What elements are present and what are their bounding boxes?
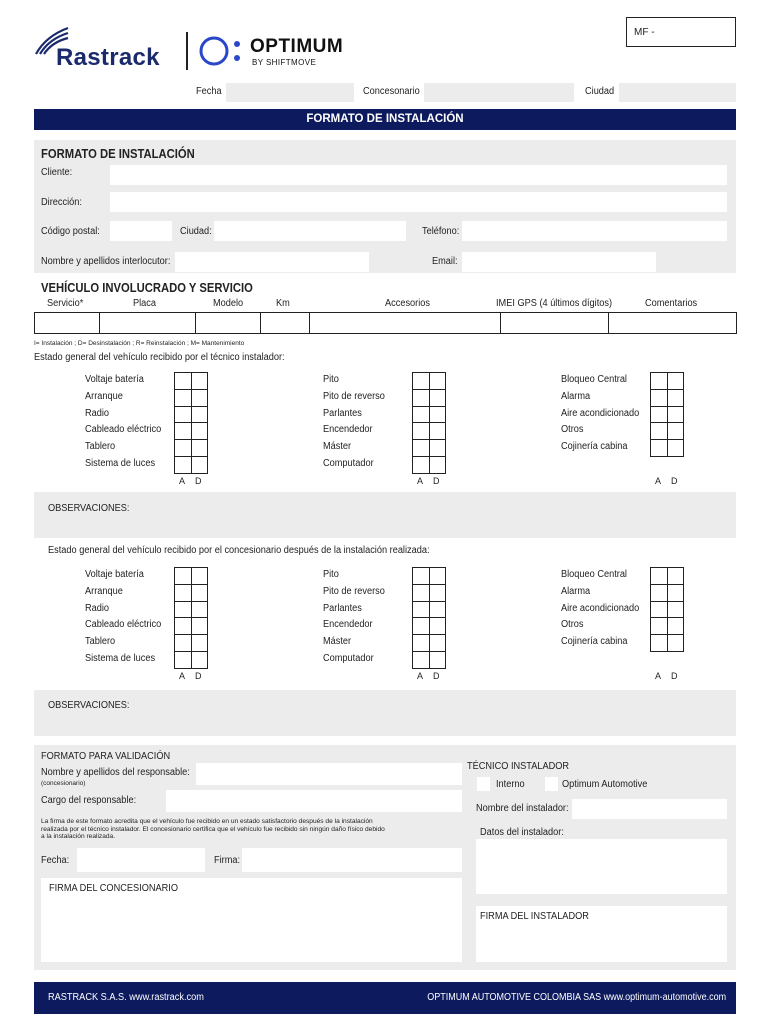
client-ciudad-field[interactable] [214,221,406,241]
checklist-box-d[interactable] [191,372,209,390]
column-d-label: D [433,670,440,681]
checklist-item-label: Sistema de luces [85,458,156,469]
checklist-item-label: Pito de reverso [323,585,385,597]
checklist-item-label: Otros [561,619,584,631]
cell-accesorios[interactable] [310,313,501,333]
instalador-datos-label: Datos del instalador: [480,827,564,838]
form-code-box[interactable] [626,17,736,47]
checklist-box-a[interactable] [650,567,668,585]
checklist-box-a[interactable] [650,634,668,652]
checklist-item-label: Otros [561,424,584,436]
footer-bar [34,982,736,1014]
observaciones2-label: OBSERVACIONES: [48,700,130,711]
cell-modelo[interactable] [196,313,261,333]
optimum-label: Optimum Automotive [562,779,648,790]
checklist-item-label: Parlantes [323,602,362,614]
logo-divider [186,32,188,70]
title-banner-text: FORMATO DE INSTALACIÓN [306,113,464,125]
checklist-box-d[interactable] [429,617,447,635]
checklist-box-a[interactable] [412,389,430,407]
checklist-item-label: Arranque [85,585,123,597]
checklist-box-a[interactable] [650,601,668,619]
observaciones1-label: OBSERVACIONES: [48,503,130,514]
checklist-item-label: Aire acondicionado [561,407,640,419]
cliente-label: Cliente: [41,167,73,178]
checklist-box-d[interactable] [191,422,209,440]
checklist-item-label: Radio [85,602,110,614]
optimum-logo [198,34,368,74]
col-km: Km [276,298,290,309]
column-d-label: D [195,670,202,681]
checklist-box-a[interactable] [174,422,192,440]
checklist-item-label: Voltaje batería [85,569,144,580]
checklist-box-a[interactable] [174,567,192,585]
column-d-label: D [433,475,440,486]
checklist-box-d[interactable] [191,439,209,457]
form-code-label: MF - [634,27,655,38]
header-fecha-label: Fecha [196,86,222,97]
checklist-box-d[interactable] [667,601,685,619]
checklist-box-a[interactable] [174,617,192,635]
vehicle-section-title: VEHÍCULO INVOLUCRADO Y SERVICIO [41,281,253,295]
checklist-box-d[interactable] [667,634,685,652]
email-field[interactable] [462,252,656,272]
column-a-label: A [179,475,186,486]
checklist-box-d[interactable] [191,389,209,407]
checklist-box-a[interactable] [174,651,192,669]
checklist-box-d[interactable] [191,617,209,635]
checklist-box-a[interactable] [412,601,430,619]
interno-label: Interno [496,779,525,790]
col-imei: IMEI GPS (4 últimos dígitos) [496,298,613,309]
checklist-item-label: Sistema de luces [85,653,156,664]
checklist-box-a[interactable] [412,634,430,652]
checklist-item-label: Parlantes [323,407,362,419]
inspection1-title: Estado general del vehículo recibido por el técnico instalador: [34,352,285,363]
client-section-title: FORMATO DE INSTALACIÓN [41,147,195,161]
checklist-box-d[interactable] [429,406,447,424]
footer-left-text: RASTRACK S.A.S. www.rastrack.com [48,992,204,1003]
checklist-box-a[interactable] [650,406,668,424]
instalador-nombre-field[interactable] [572,799,727,819]
observaciones1-box[interactable] [34,492,736,538]
checklist-box-d[interactable] [667,389,685,407]
checklist-box-a[interactable] [650,372,668,390]
checklist-item-label: Máster [323,636,352,648]
column-a-label: A [417,670,424,681]
column-d-label: D [671,475,678,486]
firma-instalador-label: FIRMA DEL INSTALADOR [480,911,589,922]
cell-imei[interactable] [501,313,609,333]
interlocutor-label: Nombre y apellidos interlocutor: [41,256,171,267]
checklist-box-a[interactable] [650,617,668,635]
column-a-label: A [179,670,186,681]
header-concesionario-label: Concesonario [363,86,420,97]
checklist-box-a[interactable] [650,584,668,602]
service-footnote: I= Instalación ; D= Desinstalación ; R= Reinstalación ; M= Mantenimiento [34,340,245,347]
checklist-item-label: Pito [323,374,339,385]
checklist-box-a[interactable] [412,439,430,457]
header-fecha-field[interactable] [226,83,354,102]
checklist-box-a[interactable] [174,634,192,652]
vehicle-table-row [34,312,737,334]
checklist-box-d[interactable] [667,372,685,390]
column-a-label: A [417,475,424,486]
checklist-box-a[interactable] [174,406,192,424]
column-a-label: A [655,670,662,681]
checklist-item-label: Máster [323,441,352,453]
col-accesorios: Accesorios [385,298,430,309]
checklist-box-a[interactable] [650,422,668,440]
validation-firma-field[interactable] [242,848,462,872]
inspection2-title: Estado general del vehículo recibido por el concesionario después de la instalación realizada: [48,545,430,556]
cargo-label: Cargo del responsable: [41,795,137,806]
telefono-field[interactable] [462,221,727,241]
checklist-box-d[interactable] [429,372,447,390]
checklist-box-a[interactable] [412,456,430,474]
optimum-mark-icon [198,34,244,68]
cell-comentarios[interactable] [609,313,736,333]
checklist-item-label: Voltaje batería [85,374,144,385]
firma-concesionario-label: FIRMA DEL CONCESIONARIO [49,883,179,894]
checklist-item-label: Pito de reverso [323,390,385,402]
column-d-label: D [195,475,202,486]
instalador-datos-field[interactable] [476,839,727,894]
title-banner [34,109,736,130]
instalador-nombre-label: Nombre del instalador: [476,803,569,814]
checklist-box-d[interactable] [191,406,209,424]
checklist-box-d[interactable] [429,389,447,407]
col-servicio: Servicio* [47,298,84,309]
checklist-box-d[interactable] [667,617,685,635]
checklist-box-a[interactable] [650,389,668,407]
checklist-box-d[interactable] [667,567,685,585]
checklist-box-d[interactable] [429,439,447,457]
footer-right-text: OPTIMUM AUTOMOTIVE COLOMBIA SAS www.optimum-automotive.com [427,992,726,1003]
checklist-box-a[interactable] [412,567,430,585]
codigo-postal-field[interactable] [110,221,172,241]
checklist-item-label: Cableado eléctrico [85,619,162,631]
checklist-item-label: Tablero [85,441,116,453]
checklist-box-a[interactable] [412,584,430,602]
observaciones2-box[interactable] [34,690,736,736]
checklist-box-d[interactable] [667,439,685,457]
cell-km[interactable] [261,313,310,333]
checklist-item-label: Cojinería cabina [561,441,628,453]
interno-checkbox[interactable] [477,777,490,791]
checklist-item-label: Bloqueo Central [561,374,627,385]
responsable-label: Nombre y apellidos del responsable: [41,767,190,778]
checklist-box-d[interactable] [429,634,447,652]
checklist-item-label: Computador [323,458,374,469]
checklist-box-d[interactable] [191,567,209,585]
checklist-item-label: Alarma [561,390,591,402]
cliente-field[interactable] [110,165,727,185]
installer-title: TÉCNICO INSTALADOR [467,761,570,772]
checklist-box-d[interactable] [667,584,685,602]
checklist-box-d[interactable] [429,601,447,619]
checklist-box-d[interactable] [191,634,209,652]
col-modelo: Modelo [213,298,244,309]
checklist-box-a[interactable] [412,406,430,424]
rastrack-wordmark: Rastrack [56,44,160,71]
checklist-item-label: Cableado eléctrico [85,424,162,436]
codigo-postal-label: Código postal: [41,226,100,237]
interlocutor-field[interactable] [175,252,369,272]
checklist-box-a[interactable] [174,584,192,602]
checklist-box-d[interactable] [429,584,447,602]
checklist-box-d[interactable] [667,422,685,440]
optimum-subtitle: BY SHIFTMOVE [252,58,317,67]
checklist-box-d[interactable] [429,456,447,474]
responsable-field[interactable] [196,763,462,785]
checklist-box-d[interactable] [667,406,685,424]
responsable-sub: (concesionario) [41,780,86,787]
email-label: Email: [432,256,458,267]
checklist-box-a[interactable] [174,389,192,407]
col-comentarios: Comentarios [645,298,698,309]
direccion-field[interactable] [110,192,727,212]
validation-fecha-field[interactable] [77,848,205,872]
validation-firma-label: Firma: [214,855,241,866]
cell-placa[interactable] [100,313,196,333]
checklist-item-label: Encendedor [323,619,373,631]
checklist-box-a[interactable] [412,651,430,669]
header-concesionario-field[interactable] [424,83,574,102]
column-a-label: A [655,475,662,486]
checklist-box-a[interactable] [412,422,430,440]
checklist-box-d[interactable] [191,651,209,669]
checklist-item-label: Alarma [561,585,591,597]
col-placa: Placa [133,298,157,309]
checklist-item-label: Aire acondicionado [561,602,640,614]
checklist-item-label: Pito [323,569,339,580]
checklist-box-d[interactable] [191,456,209,474]
checklist-box-d[interactable] [191,601,209,619]
telefono-label: Teléfono: [422,226,460,237]
validation-disclaimer: La firma de este formato acredita que el vehículo fue recibido en un estado satisfactorio después de la instalación realizada por el técnico instalador. El concesionario certifica que el vehículo fue recibido sin ningún daño físico debido a la instalación realizada. [41,818,385,841]
optimum-checkbox[interactable] [545,777,558,791]
checklist-item-label: Arranque [85,390,123,402]
rastrack-logo [34,26,174,74]
checklist-item-label: Radio [85,407,110,419]
checklist-item-label: Bloqueo Central [561,569,627,580]
checklist-box-a[interactable] [174,456,192,474]
checklist-box-a[interactable] [174,372,192,390]
header-ciudad-label: Ciudad [585,86,615,97]
checklist-box-d[interactable] [429,422,447,440]
checklist-item-label: Computador [323,653,374,664]
checklist-box-a[interactable] [174,601,192,619]
direccion-label: Dirección: [41,197,82,208]
cargo-field[interactable] [166,790,462,812]
checklist-item-label: Tablero [85,636,116,648]
checklist-box-a[interactable] [174,439,192,457]
checklist-box-a[interactable] [412,617,430,635]
cell-servicio[interactable] [35,313,100,333]
checklist-item-label: Cojinería cabina [561,636,628,648]
header-ciudad-field[interactable] [619,83,736,102]
column-d-label: D [671,670,678,681]
checklist-item-label: Encendedor [323,424,373,436]
checklist-box-a[interactable] [650,439,668,457]
checklist-box-a[interactable] [412,372,430,390]
validation-title: FORMATO PARA VALIDACIÓN [41,751,171,762]
checklist-box-d[interactable] [429,567,447,585]
optimum-wordmark: OPTIMUM [250,36,344,57]
checklist-box-d[interactable] [429,651,447,669]
checklist-box-d[interactable] [191,584,209,602]
validation-fecha-label: Fecha: [41,855,70,866]
client-ciudad-label: Ciudad: [180,226,212,237]
